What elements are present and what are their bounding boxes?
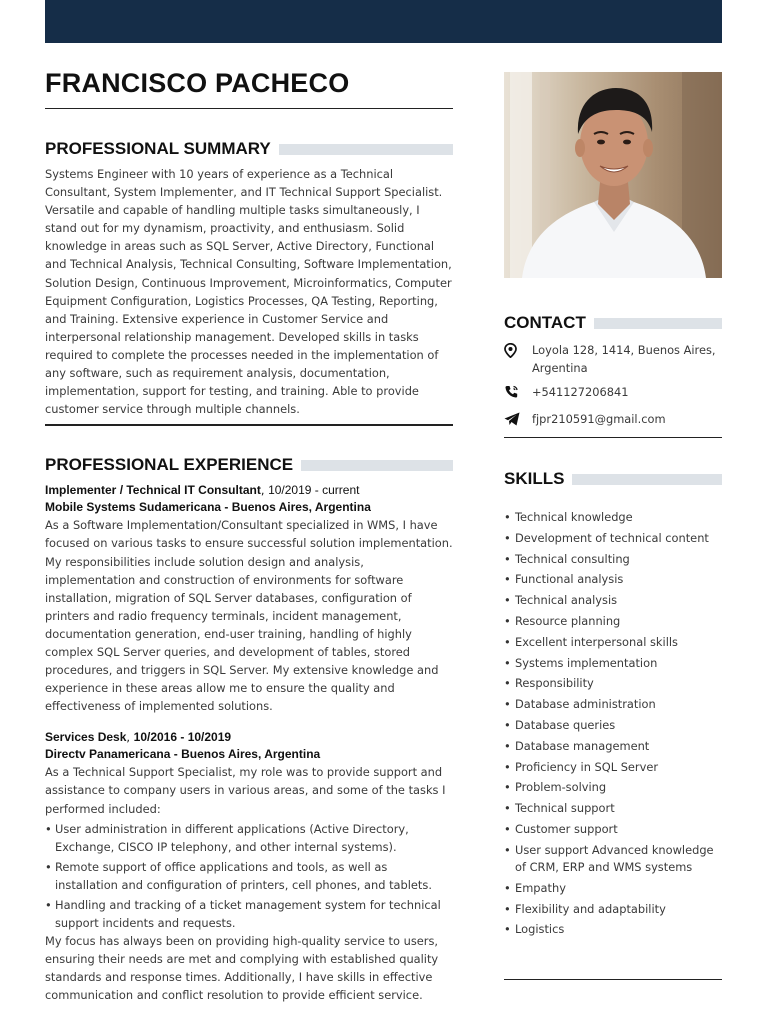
bullet-icon: • [504,717,511,732]
contact-title: CONTACT [504,313,586,332]
list-item-text: Remote support of office applications and tools, as well as installation and configuration of printers, cell phones, and tablets. [55,859,432,892]
job-description: As a Software Implementation/Consultant specialized in WMS, I have focused on various tasks to ensure successful solution implementation. My responsibilities include solution design and analysis, implementation and construction of environments for software installation, migration of SQL Server databases, configuration of printers and radio frequency terminals, incident management, documentation generation, end-user training, handling of highly complex SQL Server queries, and development of tables, stored procedures, and triggers in SQL Server. My extensive knowledge and experience in these areas allow me to ensure the quality and effectiveness of implemented solutions. [45,518,453,714]
skill-text: Resource planning [515,613,621,628]
bullet-icon: • [45,821,52,836]
contact-title-bar [594,318,722,329]
bullet-icon: • [504,634,511,649]
summary-title-bar [279,144,453,155]
contact-phone [504,383,722,404]
skill-item [504,921,722,938]
bullet-icon: • [504,821,511,836]
profile-photo [504,72,722,278]
job-title-line: Implementer / Technical IT Consultant, 10/2019 - current [45,483,360,498]
phone-icon [504,383,532,404]
skills-title: SKILLS [504,469,565,488]
candidate-name: FRANCISCO PACHECO [45,68,350,98]
job-entry [45,482,453,715]
bullet-icon: • [504,738,511,753]
skill-text: Responsibility [515,676,594,691]
bullet-icon: • [504,780,511,795]
skill-item [504,901,722,918]
skill-text: Development of technical content [515,530,709,545]
skill-text: Systems implementation [515,655,658,670]
header-band [45,0,722,43]
list-item [45,858,453,894]
skills-heading [504,467,722,491]
experience-heading [45,453,453,477]
job-task-list [45,820,453,933]
contact-heading [504,311,722,335]
skill-text: Customer support [515,821,618,836]
job-company: Directv Panamericana - Buenos Aires, Argentina [45,747,321,762]
skill-text: Technical consulting [515,551,630,566]
bullet-icon: • [504,530,511,545]
bullet-icon: • [504,759,511,774]
job-company: Mobile Systems Sudamericana - Buenos Aires, Argentina [45,500,371,515]
location-pin-icon [504,341,532,363]
bullet-icon: • [504,572,511,587]
skill-item [504,592,722,609]
address-text: Loyola 128, 1414, Buenos Aires, Argentina [532,343,716,375]
name-divider [45,108,453,109]
contact-divider [504,437,722,438]
job-description: As a Technical Support Specialist, my role was to provide support and assistance to company users in various areas, and some of the tasks I performed included: [45,765,446,816]
bullet-icon: • [504,613,511,628]
bullet-icon: • [504,880,511,895]
bullet-icon: • [504,922,511,937]
summary-text: Systems Engineer with 10 years of experience as a Technical Consultant, System Implementer, and IT Technical Support Specialist. Versatile and capable of handling multiple tasks simultaneously, I stand out for my dynamism, proactivity, and enthusiasm. Solid knowledge in areas such as SQL Server, Active Directory, Functional and Technical Analysis, Technical Consulting, Software Implementation, Solution Design, Continuous Improvement, Microinformatics, Computer Equipment Configuration, Logistics Processes, QA Testing, Reporting, and Training. Extensive experience in Customer Service and interpersonal relationship management. Developed skills in tasks required to complete the processes needed in the implementation of any software, such as requirement analysis, documentation, implementation, support for testing, and training. Able to provide customer service through multiple channels. [45,167,452,417]
skill-text: Proficiency in SQL Server [515,759,659,774]
bullet-icon: • [504,655,511,670]
list-item-text: Handling and tracking of a ticket management system for technical support incidents and requests. [55,898,441,931]
skill-item [504,880,722,897]
bullet-icon: • [45,859,52,874]
email-text[interactable]: fjpr210591@gmail.com [532,412,666,426]
main-column [45,68,453,1005]
skill-text: User support Advanced knowledge of CRM, ERP and WMS systems [515,842,714,875]
phone-text: +541127206841 [532,385,629,399]
paper-plane-icon [504,410,532,431]
job-entry [45,729,453,1004]
job-role: Services Desk [45,730,127,745]
skill-text: Database management [515,738,650,753]
job-dates: 10/2016 - 10/2019 [133,730,232,745]
skill-text: Database administration [515,697,656,712]
summary-title: PROFESSIONAL SUMMARY [45,139,271,158]
skill-item [504,717,722,734]
list-item-text: User administration in different applications (Active Directory, Exchange, CISCO IP telephony, and other internal systems). [55,821,409,854]
skill-text: Excellent interpersonal skills [515,634,678,649]
skill-item [504,800,722,817]
skill-text: Empathy [515,880,566,895]
skill-item [504,696,722,713]
job-closing-text: My focus has always been on providing high-quality service to users, ensuring their needs are met and complying with established quality standards and response times. Additionally, I have skills in effective communication and conflict resolution to provide efficient service. [45,934,439,1003]
skill-item [504,509,722,526]
skill-item [504,821,722,838]
skill-item [504,530,722,547]
bullet-icon: • [45,898,52,912]
skills-divider [504,979,722,980]
skill-item [504,551,722,568]
skills-title-bar [572,474,722,485]
bullet-icon: • [504,901,511,916]
job-dates: 10/2019 - current [268,483,360,498]
skill-item [504,675,722,692]
skill-item [504,571,722,588]
bullet-icon: • [504,593,511,608]
skills-list [504,509,722,939]
contact-address [504,341,722,377]
experience-title-bar [301,460,453,471]
skill-text: Technical knowledge [515,510,633,524]
skill-item [504,779,722,796]
bullet-icon: • [504,842,511,857]
skill-item [504,655,722,672]
job-title-line: Services Desk, 10/2016 - 10/2019 [45,730,232,745]
list-item [45,820,453,856]
bullet-icon: • [504,510,511,524]
bullet-icon: • [504,676,511,691]
skill-text: Technical analysis [515,593,618,608]
contact-email [504,410,722,431]
bullet-icon: • [504,551,511,566]
experience-title: PROFESSIONAL EXPERIENCE [45,455,294,475]
skill-text: Logistics [515,922,565,937]
sidebar-column [504,72,722,980]
skill-item [504,759,722,776]
summary-divider [45,424,453,426]
skill-text: Database queries [515,717,616,732]
skill-text: Technical support [515,801,615,816]
skill-item [504,842,722,877]
bullet-icon: • [504,697,511,712]
skill-item [504,634,722,651]
skill-text: Problem-solving [515,780,607,795]
summary-heading [45,137,453,161]
job-role: Implementer / Technical IT Consultant [45,483,261,498]
skill-item [504,613,722,630]
skill-text: Flexibility and adaptability [515,901,666,916]
skill-text: Functional analysis [515,572,624,587]
bullet-icon: • [504,801,511,816]
list-item [45,896,453,932]
skill-item [504,738,722,755]
